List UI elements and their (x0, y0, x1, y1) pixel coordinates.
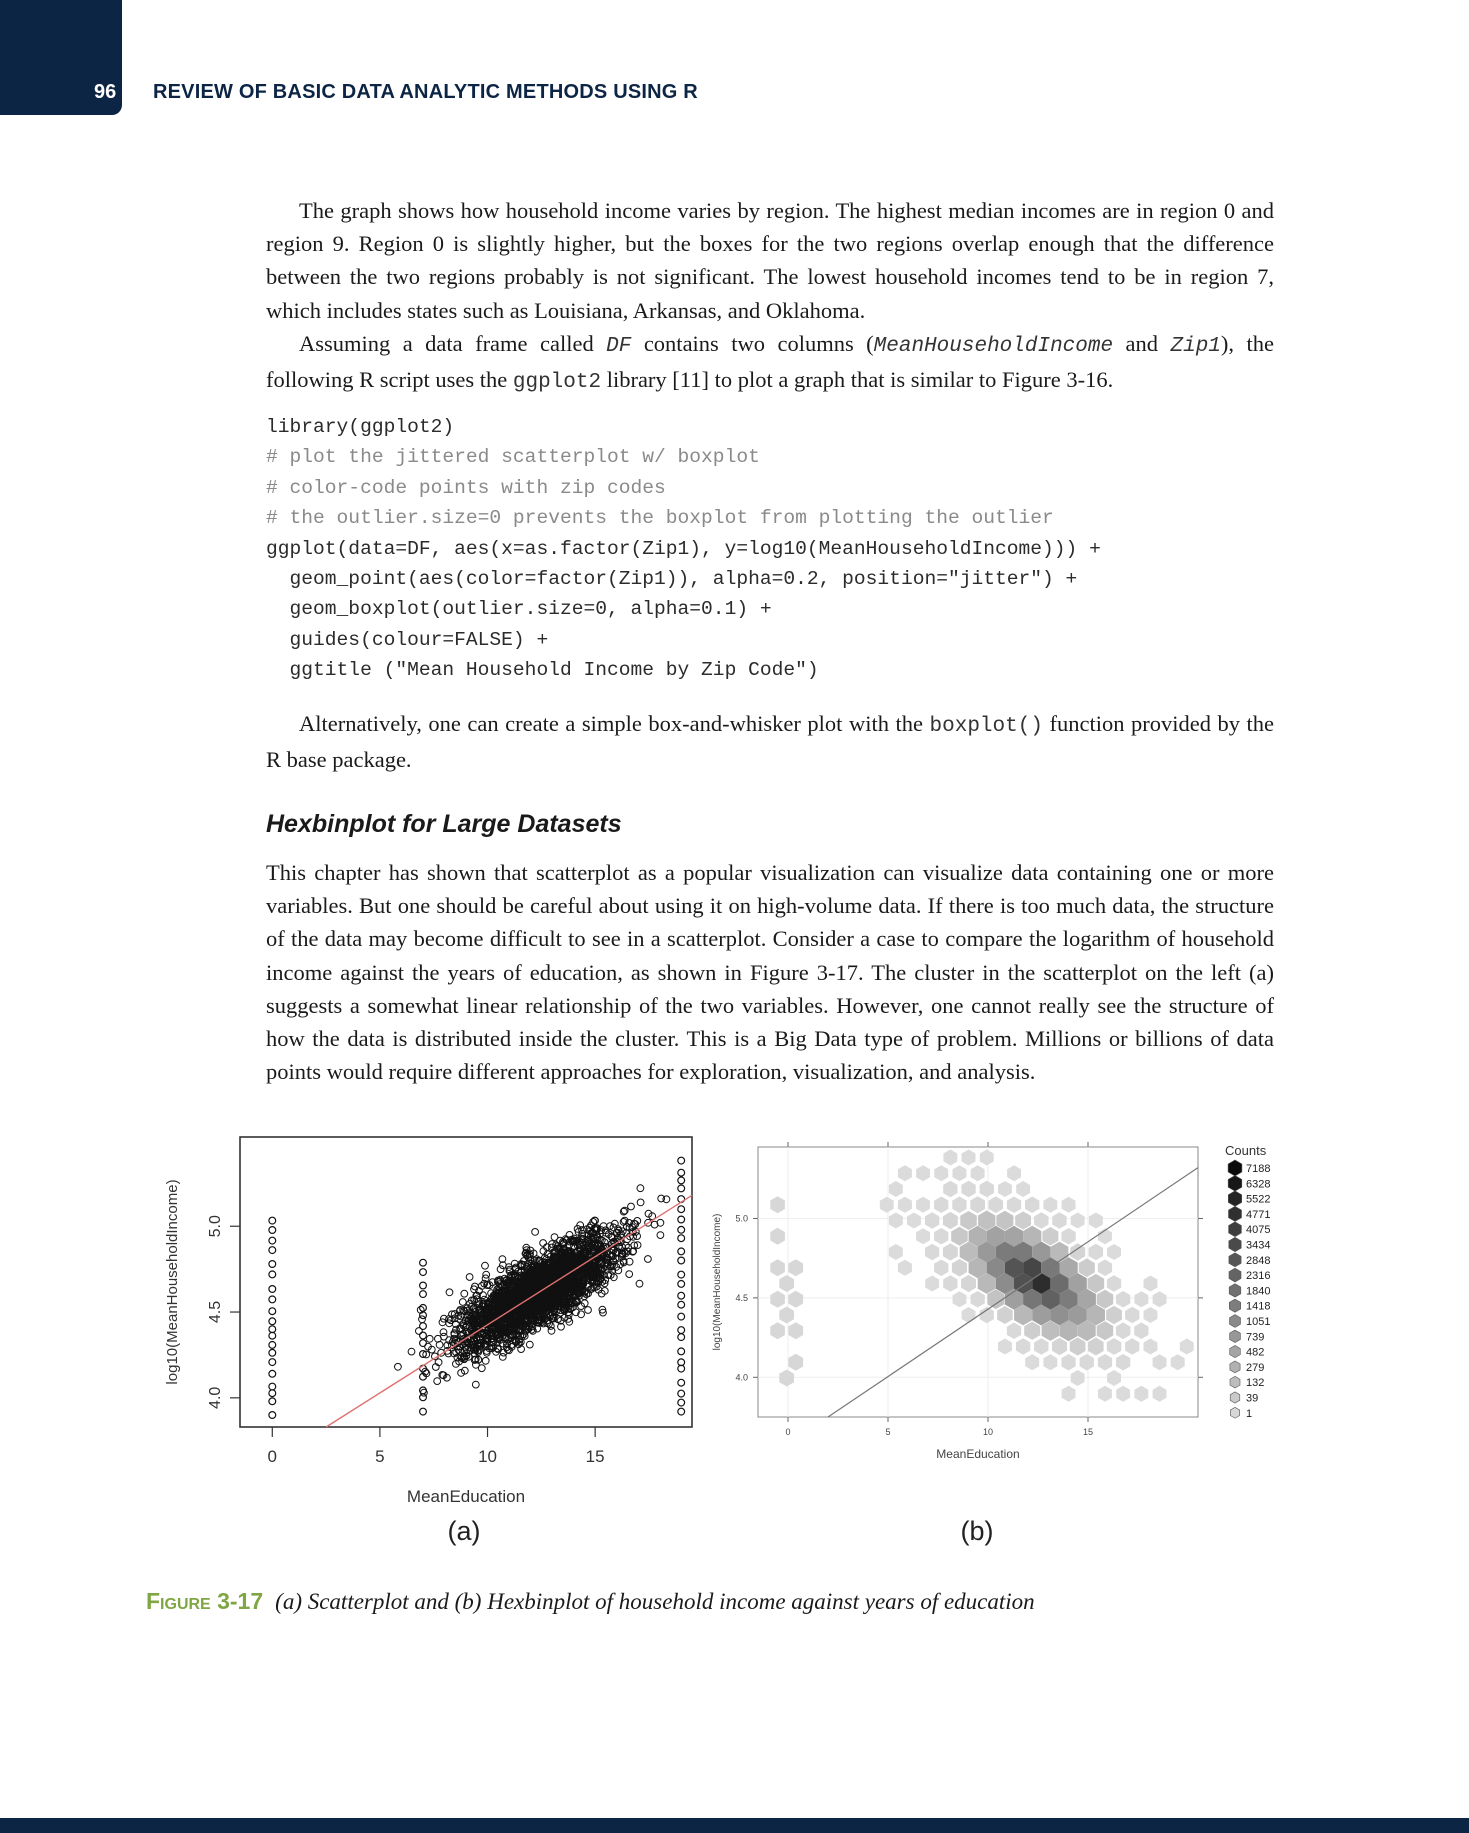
scatter-y-tick-label: 4.0 (207, 1386, 224, 1409)
section-heading: Hexbinplot for Large Datasets (266, 810, 622, 838)
hexbin-legend-count: 2316 (1246, 1270, 1271, 1283)
code-line: library(ggplot2) (266, 416, 455, 438)
figure-caption-text: (a) Scatterplot and (b) Hexbinplot of household income against years of education (275, 1589, 1035, 1614)
hexbin-legend-swatch (1229, 1237, 1241, 1251)
hexbin-legend-count: 4075 (1246, 1224, 1271, 1237)
scatter-x-tick-label: 5 (375, 1447, 385, 1466)
panel-label-b: (b) (960, 1516, 994, 1546)
scatter-y-tick-label: 5.0 (207, 1215, 224, 1238)
paragraph-region-income: The graph shows how household income varies by region. The highest median incomes are in region 0 and region 9. Region 0 is slightly higher, but the boxes for the two regions overlap enough that the difference between the two regions probably is not significant. The lowest household incomes tend to be in region 7, which includes states such as Louisiana, Arkansas, and Oklahoma. (266, 198, 1274, 323)
paragraph-hexbin: This chapter has shown that scatterplot as a popular visualization can visualize data containing one or more variables. But one should be careful about using it on high-volume data. If there is too much data, the structure of the data may become difficult to see in a scatterplot. Consider a case to compare the logarithm of household income against the years of education, as shown in Figure 3-17. The cluster in the scatterplot on the left (a) suggests a somewhat linear relationship of the two variables. However, one cannot really see the structure of how the data is distributed inside the cluster. This is a Big Data type of problem. Millions or billions of data points would require different approaches for exploration, visualization, and analysis. (266, 860, 1274, 1085)
intro-text-block (266, 194, 1274, 399)
para2-text-1: Assuming a data frame called (299, 330, 607, 356)
scatter-x-tick-label: 0 (267, 1447, 278, 1466)
hexbin-legend-swatch (1230, 1330, 1241, 1342)
footer-band (0, 1818, 1469, 1833)
hexbin-legend-swatch (1228, 1176, 1242, 1192)
scatter-x-axis (268, 1427, 605, 1466)
inline-code-df: DF (606, 334, 632, 358)
scatter-x-tick-label: 15 (585, 1447, 605, 1466)
code-comment-line: # the outlier.size=0 prevents the boxplot from plotting the outlier (266, 507, 1054, 530)
hexbin-legend-count: 5522 (1246, 1193, 1271, 1206)
code-line: ggplot(data=DF, aes(x=as.factor(Zip1), y=log10(MeanHouseholdIncome))) + (266, 537, 1101, 560)
page-number: 96 (94, 81, 117, 103)
para2-text-3: and (1113, 330, 1171, 356)
code-line: ggtitle ("Mean Household Income by Zip Code") (266, 659, 819, 682)
scatter-x-label: MeanEducation (406, 1487, 526, 1506)
hexbin-legend-swatch (1229, 1268, 1241, 1282)
code-line: guides(colour=FALSE) + (266, 628, 549, 651)
code-line: geom_point(aes(color=factor(Zip1)), alpha=0.2, position="jitter") + (266, 568, 1078, 591)
scatterplot-panel (164, 1137, 692, 1546)
hexbin-legend-count: 4771 (1246, 1208, 1271, 1221)
hexbin-legend-count: 7188 (1246, 1163, 1271, 1175)
scatter-y-tick-label: 4.5 (207, 1300, 224, 1324)
scatter-plot-frame (240, 1137, 692, 1427)
para3-text-1: Alternatively, one can create a simple box-and-whisker plot with the (299, 711, 930, 736)
hexbin-legend-count: 1418 (1246, 1300, 1271, 1313)
hexbin-legend-count: 739 (1246, 1331, 1265, 1344)
code-line: geom_boxplot(outlier.size=0, alpha=0.1) + (266, 598, 772, 621)
hexbin-x-tick-label: 15 (1082, 1427, 1094, 1437)
figure-svg (150, 1125, 1290, 1565)
hexbin-legend-swatch (1230, 1346, 1241, 1358)
hexbin-legend-swatch (1230, 1376, 1240, 1388)
hexbin-legend-swatch (1230, 1392, 1240, 1403)
hexbin-legend-count: 1 (1246, 1407, 1253, 1420)
figure-caption (146, 1588, 1035, 1615)
scatter-x-tick-label: 10 (478, 1447, 497, 1466)
inline-code-boxplot: boxplot() (929, 715, 1043, 738)
hexbin-y-tick-label: 5.0 (735, 1213, 748, 1224)
hexbin-legend-swatch (1228, 1160, 1242, 1176)
hexbin-legend-swatch (1229, 1222, 1242, 1237)
hexbin-x-tick-label: 0 (785, 1427, 791, 1437)
hexbin-legend-swatch (1230, 1315, 1241, 1328)
hexbin-legend-count: 482 (1246, 1346, 1265, 1359)
para2-text-4: ), the following R script uses the (266, 330, 1274, 393)
hexbin-legend-count: 132 (1246, 1377, 1265, 1390)
para2-text-5: library [11] to plot a graph that is similar to Figure 3-16. (601, 367, 1114, 393)
hexbin-legend-swatch (1230, 1361, 1240, 1373)
inline-code-ggplot2: ggplot2 (512, 371, 602, 395)
hexbin-text-block (266, 856, 1274, 1088)
hexbin-legend-title: Counts (1225, 1143, 1267, 1158)
paragraph-boxplot (266, 707, 1274, 776)
hexbin-legend-swatch (1230, 1407, 1239, 1418)
para3-text-2: function provided by the R base package. (266, 711, 1275, 773)
hexbin-x-label: MeanEducation (936, 1447, 1020, 1461)
figure-caption-label: Figure 3-17 (146, 1588, 264, 1614)
panel-label-a: (a) (447, 1516, 481, 1546)
r-code-block (266, 412, 1101, 686)
paragraph-data-frame (266, 327, 1274, 399)
hexbin-legend-count: 6328 (1246, 1178, 1271, 1191)
running-title: REVIEW OF BASIC DATA ANALYTIC METHODS USING R (153, 81, 698, 103)
hexbin-legend-count: 1840 (1246, 1285, 1271, 1298)
hexbin-legend-swatch (1229, 1299, 1240, 1312)
para2-text-2: contains two columns ( (631, 330, 874, 356)
hexbinplot-panel (712, 1142, 1270, 1546)
hexbin-y-tick-label: 4.0 (735, 1372, 748, 1383)
boxplot-text-block (266, 707, 1274, 776)
hexbin-legend-swatch (1229, 1206, 1242, 1221)
hexbin-legend (1228, 1160, 1270, 1420)
code-comment-line: # plot the jittered scatterplot w/ boxplot (266, 446, 760, 469)
scatter-y-axis (207, 1215, 240, 1409)
hexbin-legend-count: 2848 (1246, 1254, 1271, 1267)
hexbin-x-tick-label: 10 (982, 1427, 994, 1437)
hexbin-legend-swatch (1228, 1191, 1241, 1206)
inline-code-zip1: Zip1 (1170, 334, 1221, 358)
hexbin-legend-count: 1051 (1246, 1316, 1271, 1328)
hexbin-legend-count: 279 (1246, 1361, 1265, 1374)
scatter-y-label: log10(MeanHouseholdIncome) (164, 1179, 181, 1385)
hexbin-legend-count: 39 (1246, 1392, 1259, 1405)
hexbin-y-label: log10(MeanHouseholdIncome) (712, 1213, 723, 1351)
hexbin-legend-swatch (1229, 1253, 1241, 1267)
inline-code-meanhouseholdincome: MeanHouseholdIncome (873, 334, 1114, 358)
hexbin-y-tick-label: 4.5 (735, 1292, 748, 1303)
figure-3-17 (150, 1125, 1290, 1565)
hexbin-x-tick-label: 5 (885, 1427, 891, 1437)
hexbin-legend-count: 3434 (1246, 1239, 1271, 1252)
code-comment-line: # color-code points with zip codes (266, 476, 666, 499)
hexbin-legend-swatch (1229, 1284, 1241, 1297)
